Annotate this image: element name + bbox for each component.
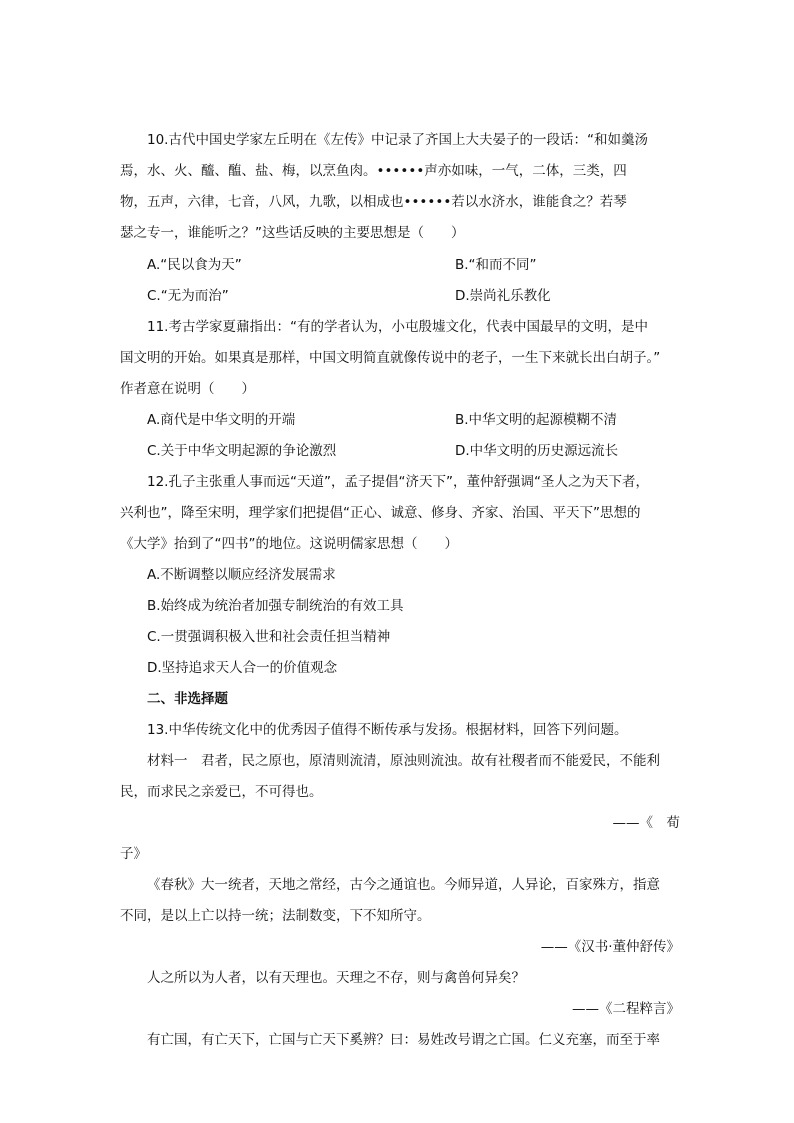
q11-option-a: A.商代是中华文明的开端 bbox=[147, 412, 296, 428]
q11-line-3: 作者意在说明（ ） bbox=[120, 381, 255, 397]
q11-line-1: 11.考古学家夏鼐指出：“有的学者认为，小屯殷墟文化，代表中国最早的文明，是中 bbox=[147, 319, 648, 335]
q12-option-c: C.一贯强调积极入世和社会责任担当精神 bbox=[147, 629, 391, 645]
q13-material1-source-a: ——《 荀 bbox=[612, 815, 680, 831]
q10-line-1: 10.古代中国史学家左丘明在《左传》中记录了齐国上大夫晏子的一段话：“和如羹汤 bbox=[147, 132, 648, 148]
q12-option-a: A.不断调整以顺应经济发展需求 bbox=[147, 567, 336, 583]
q13-intro: 13.中华传统文化中的优秀因子值得不断传承与发扬。根据材料，回答下列问题。 bbox=[147, 722, 628, 738]
q12-option-d: D.坚持追求天人合一的价值观念 bbox=[147, 660, 338, 676]
q13-material2-source: ——《汉书·董仲舒传》 bbox=[540, 939, 680, 955]
section-heading: 二、非选择题 bbox=[147, 691, 228, 707]
q11-option-c: C.关于中华文明起源的争论激烈 bbox=[147, 443, 337, 459]
q13-material2-line-2: 不同，是以上亡以持一统；法制数变，下不知所守。 bbox=[120, 908, 431, 924]
q11-line-2: 国文明的开始。如果真是那样，中国文明简直就像传说中的老子，一生下来就长出白胡子。” bbox=[120, 350, 661, 366]
q12-line-3: 《大学》抬到了“四书”的地位。这说明儒家思想（ ） bbox=[120, 536, 458, 552]
q10-line-4: 瑟之专一，谁能听之？”这些话反映的主要思想是（ ） bbox=[120, 225, 465, 241]
q11-option-b: B.中华文明的起源模糊不清 bbox=[455, 412, 618, 428]
q13-material3-source: ——《二程粹言》 bbox=[572, 1001, 680, 1017]
q11-option-d: D.中华文明的历史源远流长 bbox=[455, 443, 619, 459]
q12-option-b: B.始终成为统治者加强专制统治的有效工具 bbox=[147, 598, 404, 614]
q10-option-b: B.“和而不同” bbox=[455, 257, 537, 273]
q12-line-2: 兴利也”，降至宋明，理学家们把提倡“正心、诚意、修身、齐家、治国、平天下”思想的 bbox=[120, 505, 641, 521]
q13-material3-line: 人之所以为人者，以有天理也。天理之不存，则与禽兽何异矣？ bbox=[147, 970, 525, 986]
q10-line-2: 焉，水、火、醯、醢、盐、梅，以烹鱼肉。••••••声亦如味，一气，二体，三类，四 bbox=[120, 163, 627, 179]
q13-material1-line-1: 材料一 君者，民之原也，原清则流清，原浊则流浊。故有社稷者而不能爱民，不能利 bbox=[147, 753, 660, 769]
q13-material2-line-1: 《春秋》大一统者，天地之常经，古今之通谊也。今师异道，人异论，百家殊方，指意 bbox=[147, 877, 660, 893]
q13-material1-source-b: 子》 bbox=[120, 846, 147, 862]
q12-line-1: 12.孔子主张重人事而远“天道”，孟子提倡“济天下”，董仲舒强调“圣人之为天下者， bbox=[147, 474, 649, 490]
q13-material4-line: 有亡国，有亡天下，亡国与亡天下奚辨？曰：易姓改号谓之亡国。仁义充塞，而至于率 bbox=[147, 1032, 660, 1048]
q10-line-3: 物，五声，六律，七音，八风，九歌，以相成也••••••若以水济水，谁能食之？若琴 bbox=[120, 194, 627, 210]
q13-material1-line-2: 民，而求民之亲爱已，不可得也。 bbox=[120, 784, 323, 800]
q10-option-c: C.“无为而治” bbox=[147, 288, 229, 304]
q10-option-a: A.“民以食为天” bbox=[147, 257, 242, 273]
q10-option-d: D.崇尚礼乐教化 bbox=[455, 288, 551, 304]
